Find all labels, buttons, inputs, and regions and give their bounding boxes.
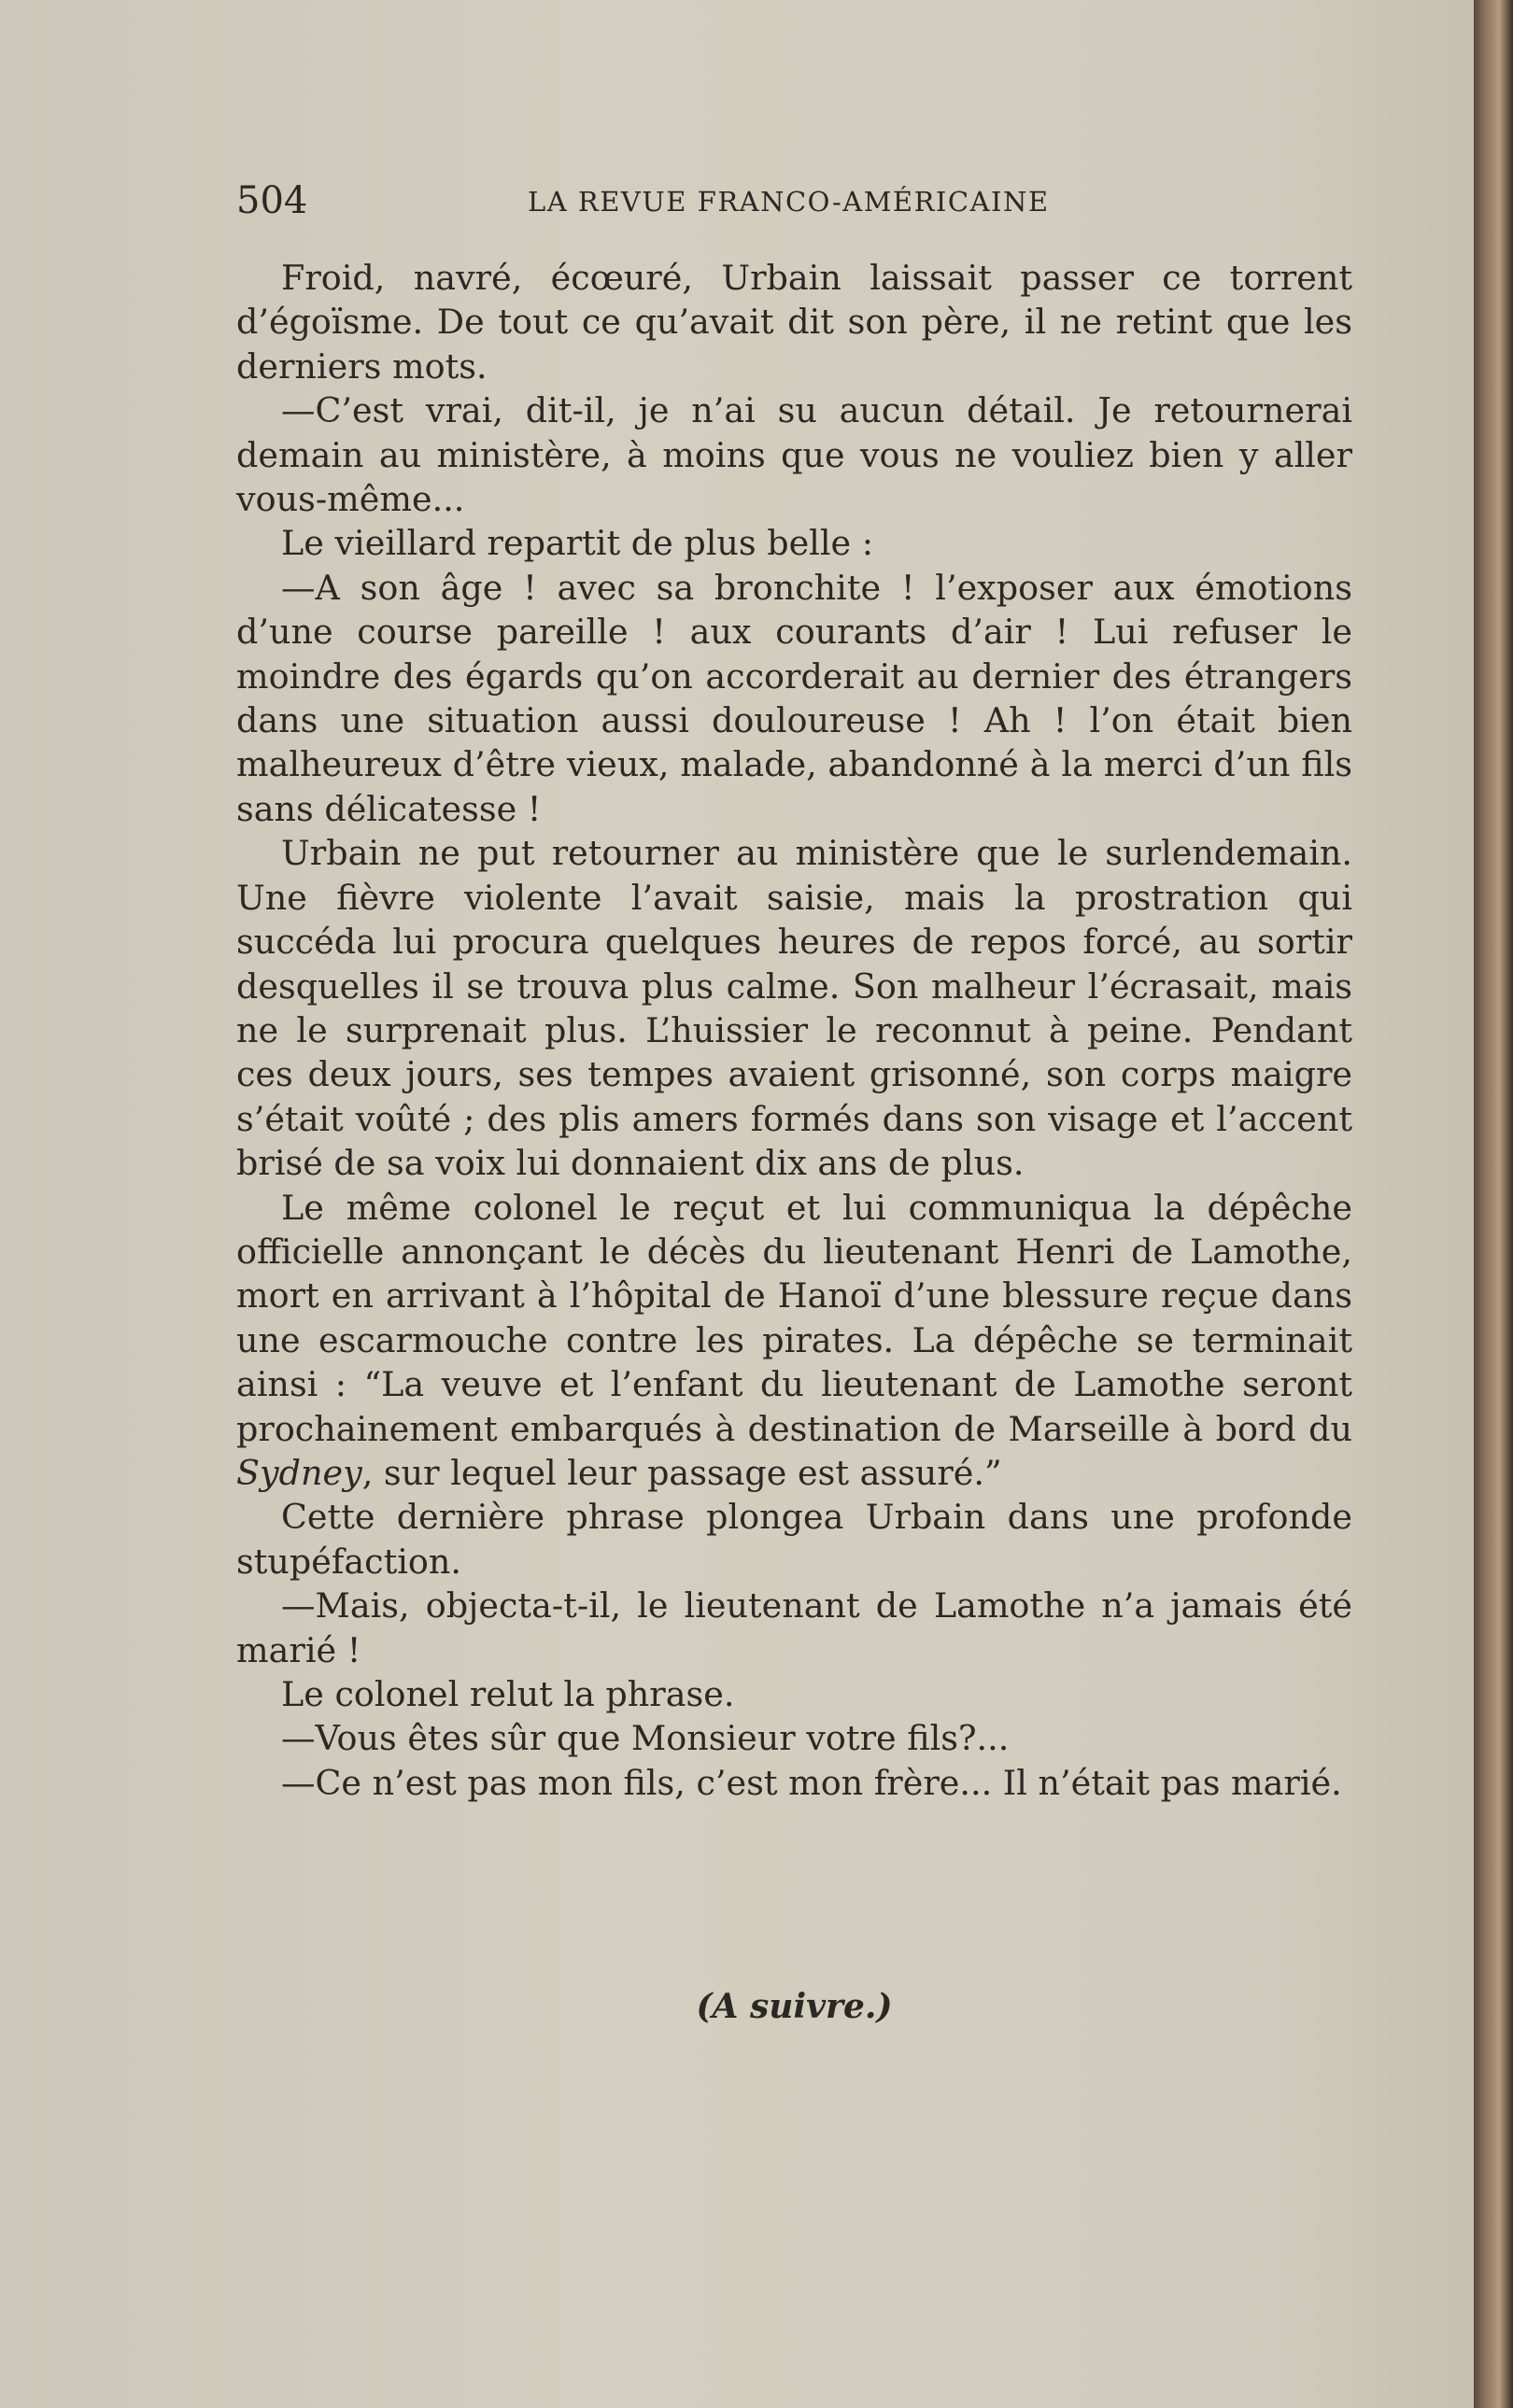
paragraph-dispatch: [236, 1186, 1352, 1496]
page-edge: [1474, 0, 1513, 2408]
dispatch-text-before: Le même colonel le reçut et lui communiqua la dépêche officielle annonçant le décès du lieutenant Henri de Lamothe, mort en arrivant à l’hôpital de Hanoï d’une blessure reçue dans une escarmouche contre les pirates. La dépêche se terminait ainsi : “La veuve et l’enfant du lieutenant de Lamothe seront prochainement embarqués à destination de Marseille à bord du: [236, 1187, 1352, 1449]
paragraph: —Ce n’est pas mon fils, c’est mon frère... Il n’était pas marié.: [281, 1762, 1342, 1803]
paragraph: —C’est vrai, dit-il, je n’ai su aucun détail. Je retournerai demain au ministère, à moins que vous ne vouliez bien y aller vous-même...: [236, 390, 1352, 520]
dispatch-text-after: , sur lequel leur passage est assuré.”: [361, 1452, 1002, 1493]
paragraph: Cette dernière phrase plongea Urbain dans une profonde stupéfaction.: [236, 1497, 1352, 1582]
running-title: LA REVUE FRANCO-AMÉRICAINE: [528, 186, 1050, 218]
to-be-continued: (A suivre.): [696, 1987, 893, 2026]
paragraph: —Vous êtes sûr que Monsieur votre fils?...: [281, 1718, 1010, 1759]
paragraph: —A son âge ! avec sa bronchite ! l’exposer aux émotions d’une course pareille ! aux courants d’air ! Lui refuser le moindre des égards qu’on accorderait au dernier des étrangers dans une situation aussi douloureuse ! Ah ! l’on était bien malheureux d’être vieux, malade, abandonné à la merci d’un fils sans délicatesse !: [236, 567, 1352, 829]
paragraph: Urbain ne put retourner au ministère que le surlendemain. Une fièvre violente l’avait saisie, mais la prostration qui succéda lui procura quelques heures de repos forcé, au sortir desquelles il se trouva plus calme. Son malheur l’écrasait, mais ne le surprenait plus. L’huissier le reconnut à peine. Pendant ces deux jours, ses tempes avaient grisonné, son corps maigre s’était voûté ; des plis amers formés dans son visage et l’accent brisé de sa voix lui donnaient dix ans de plus.: [236, 833, 1352, 1184]
paragraph: Le vieillard repartit de plus belle :: [281, 523, 874, 564]
page-header: [236, 179, 1352, 232]
paragraph: Le colonel relut la phrase.: [281, 1674, 735, 1714]
paragraph: Froid, navré, écœuré, Urbain laissait passer ce torrent d’égoïsme. De tout ce qu’avait dit son père, il ne retint que les derniers mots.: [236, 258, 1352, 387]
ship-name: Sydney: [236, 1452, 362, 1493]
page-number: 504: [236, 179, 308, 222]
paragraph: —Mais, objecta-t-il, le lieutenant de Lamothe n’a jamais été marié !: [236, 1585, 1352, 1670]
body-text: [236, 256, 1352, 1805]
